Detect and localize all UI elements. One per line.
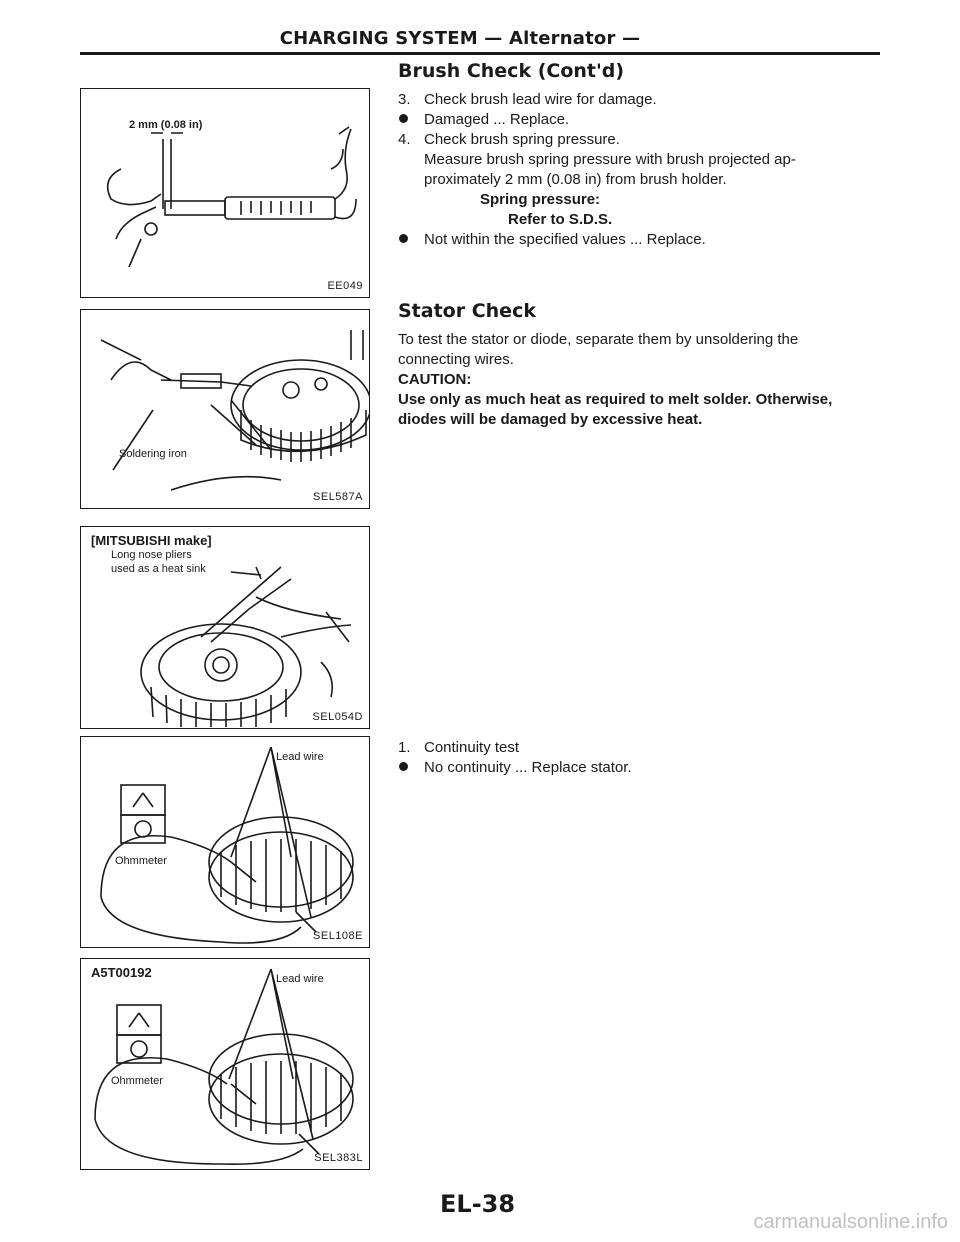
stator-check-body [398, 330, 888, 430]
figure-code: SEL054D [312, 711, 363, 723]
bullet-icon [398, 230, 424, 250]
step3-bullet-text: Damaged ... Replace. [424, 111, 570, 128]
brush-check-body [398, 90, 878, 250]
step4-detail-2: proximately 2 mm (0.08 in) from brush holder. [424, 171, 727, 188]
soldering-iron-illustration [81, 310, 369, 508]
figure-code: SEL587A [313, 491, 363, 503]
step3-text: Check brush lead wire for damage. [424, 91, 657, 108]
step-number: 3. [398, 91, 411, 108]
a5t00192-continuity-illustration [81, 959, 369, 1169]
stator-check-title: Stator Check [398, 300, 536, 322]
header-rule [80, 52, 880, 55]
page-number: EL-38 [440, 1190, 516, 1218]
step-number: 1. [398, 739, 411, 756]
brush-spring-gauge-illustration [81, 89, 369, 297]
step4-text: Check brush spring pressure. [424, 131, 620, 148]
pliers-label-2: used as a heat sink [111, 563, 206, 575]
brush-check-title: Brush Check (Cont'd) [398, 60, 625, 82]
gap-dimension-label: 2 mm (0.08 in) [129, 119, 203, 131]
figure-code: SEL383L [314, 1152, 363, 1164]
figure-a5t00192-continuity [80, 958, 370, 1170]
page-header [80, 28, 880, 49]
step4-bullet-text: Not within the specified values ... Replace. [424, 231, 706, 248]
step-number: 4. [398, 131, 411, 148]
step4-detail-1: Measure brush spring pressure with brush projected ap- [424, 151, 796, 168]
mitsubishi-heading: [MITSUBISHI make] [91, 533, 212, 548]
spring-pressure-label: Spring pressure: [480, 191, 601, 208]
spring-pressure-value: Refer to S.D.S. [508, 211, 613, 228]
continuity-step-text: Continuity test [424, 739, 520, 756]
bullet-icon [398, 758, 424, 778]
page-header-title: CHARGING SYSTEM — Alternator — [279, 28, 641, 49]
stator-intro-1: To test the stator or diode, separate them by unsoldering the [398, 331, 799, 348]
figure-continuity-test [80, 736, 370, 948]
lead-wire-label: Lead wire [276, 973, 324, 985]
watermark: carmanualsonline.info [753, 1211, 948, 1233]
model-code-heading: A5T00192 [91, 965, 152, 980]
lead-wire-label: Lead wire [276, 751, 324, 763]
figure-mitsubishi-heat-sink [80, 526, 370, 729]
continuity-test-illustration [81, 737, 369, 947]
continuity-bullet-text: No continuity ... Replace stator. [424, 759, 632, 776]
ohmmeter-label: Ohmmeter [111, 1075, 163, 1087]
continuity-body [398, 738, 878, 778]
ohmmeter-label: Ohmmeter [115, 855, 167, 867]
figure-brush-spring-gauge [80, 88, 370, 298]
soldering-iron-label: Soldering iron [119, 448, 187, 460]
caution-label: CAUTION: [398, 371, 472, 388]
caution-text-1: Use only as much heat as required to melt solder. Otherwise, [398, 391, 833, 408]
figure-code: SEL108E [313, 930, 363, 942]
stator-intro-2: connecting wires. [398, 351, 514, 368]
pliers-label-1: Long nose pliers [111, 549, 192, 561]
bullet-icon [398, 110, 424, 130]
caution-text-2: diodes will be damaged by excessive heat. [398, 411, 703, 428]
figure-soldering-iron [80, 309, 370, 509]
figure-code: EE049 [327, 280, 363, 292]
